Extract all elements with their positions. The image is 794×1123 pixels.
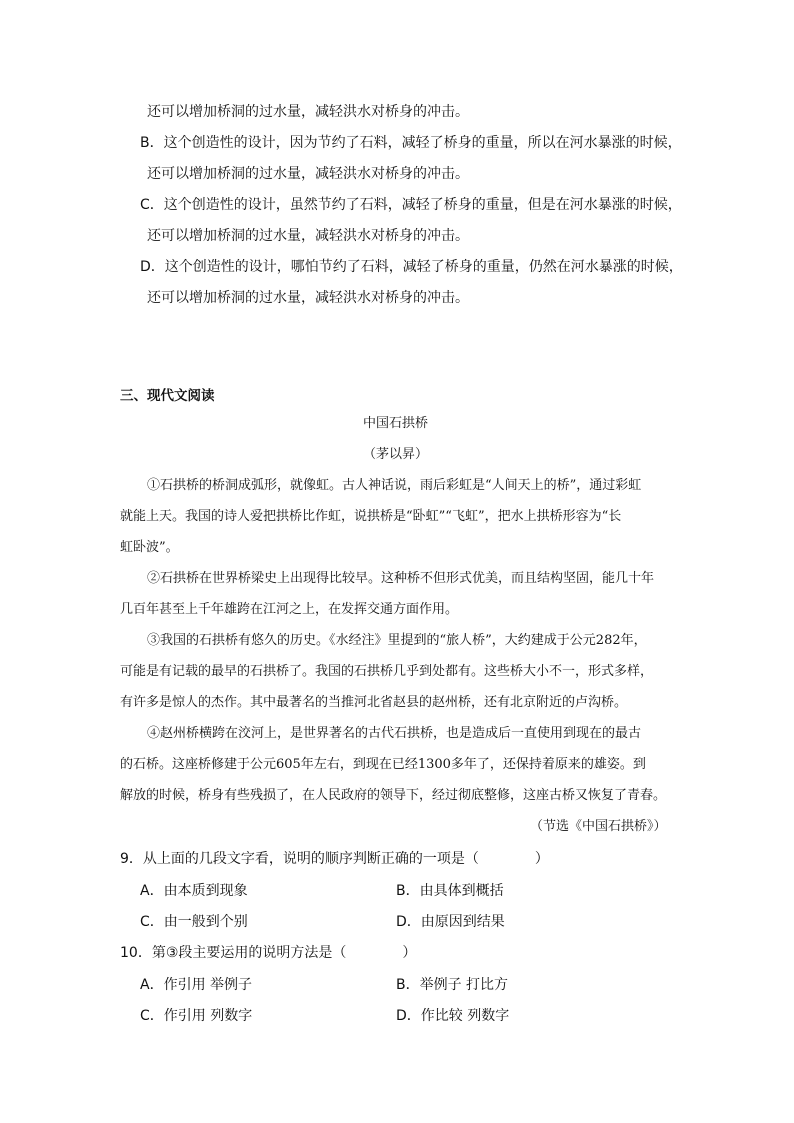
option-d-line2: 还可以增加桥洞的过水量，减轻洪水对桥身的冲击。 bbox=[147, 290, 469, 306]
option-b-line1: B．这个创造性的设计，因为节约了石料，减轻了桥身的重量，所以在河水暴涨的时候， bbox=[140, 135, 682, 151]
paragraph-1-line-1: ①石拱桥的桥洞成弧形，就像虹。古人神话说，雨后彩虹是“人间天上的桥”，通过彩虹 bbox=[147, 478, 642, 493]
paragraph-2-line-2: 几百年甚至上千年雄跨在江河之上，在发挥交通方面作用。 bbox=[120, 602, 459, 617]
option-d-line1: D．这个创造性的设计，哪怕节约了石料，减轻了桥身的重量，仍然在河水暴涨的时候， bbox=[140, 259, 683, 275]
section-heading: 三、现代文阅读 bbox=[120, 388, 215, 404]
passage-author: （茅以昇） bbox=[363, 447, 429, 462]
passage-title: 中国石拱桥 bbox=[363, 416, 429, 431]
option-a-continuation: 还可以增加桥洞的过水量，减轻洪水对桥身的冲击。 bbox=[147, 104, 469, 120]
question-10-option-a: A．作引用 举例子 bbox=[140, 977, 253, 993]
option-b-line2: 还可以增加桥洞的过水量，减轻洪水对桥身的冲击。 bbox=[147, 166, 469, 182]
question-9-option-d: D．由原因到结果 bbox=[396, 914, 505, 930]
question-10-option-b: B．举例子 打比方 bbox=[396, 977, 509, 993]
paragraph-3-line-2: 可能是有记载的最早的石拱桥了。我国的石拱桥几乎到处都有。这些桥大小不一，形式多样， bbox=[120, 664, 654, 679]
question-10-stem: 10．第③段主要运用的说明方法是（ ） bbox=[120, 945, 417, 961]
paragraph-3-line-1: ③我国的石拱桥有悠久的历史。《水经注》里提到的“旅人桥”，大约建成于公元282年， bbox=[147, 633, 647, 648]
question-10-option-c: C．作引用 列数字 bbox=[140, 1008, 253, 1024]
paragraph-4-line-3: 解放的时候，桥身有些残损了，在人民政府的领导下，经过彻底整修，这座古桥又恢复了青春。 bbox=[120, 788, 667, 803]
paragraph-4-line-2: 的石桥。这座桥修建于公元605年左右，到现在已经1300多年了，还保持着原来的雄姿。到 bbox=[120, 757, 646, 772]
paragraph-1-line-2: 就能上天。我国的诗人爱把拱桥比作虹，说拱桥是“卧虹”“飞虹”，把水上拱桥形容为“长 bbox=[120, 509, 622, 524]
paragraph-2-line-1: ②石拱桥在世界桥梁史上出现得比较早。这种桥不但形式优美，而且结构坚固，能几十年 bbox=[147, 571, 655, 586]
question-9-option-c: C．由一般到个别 bbox=[140, 914, 248, 930]
passage-source: （节选《中国石拱桥》） bbox=[530, 819, 667, 834]
question-9-option-b: B．由具体到概括 bbox=[396, 883, 504, 899]
paragraph-1-line-3: 虹卧波”。 bbox=[120, 540, 179, 555]
question-9-stem: 9．从上面的几段文字看，说明的顺序判断正确的一项是（ ） bbox=[120, 851, 549, 867]
question-9-option-a: A．由本质到现象 bbox=[140, 883, 248, 899]
option-c-line1: C．这个创造性的设计，虽然节约了石料，减轻了桥身的重量，但是在河水暴涨的时候， bbox=[140, 197, 682, 213]
paragraph-3-line-3: 有许多是惊人的杰作。其中最著名的当推河北省赵县的赵州桥，还有北京附近的卢沟桥。 bbox=[120, 695, 628, 710]
option-c-line2: 还可以增加桥洞的过水量，减轻洪水对桥身的冲击。 bbox=[147, 228, 469, 244]
paragraph-4-line-1: ④赵州桥横跨在洨河上，是世界著名的古代石拱桥，也是造成后一直使用到现在的最古 bbox=[147, 726, 642, 741]
question-10-option-d: D．作比较 列数字 bbox=[396, 1008, 510, 1024]
